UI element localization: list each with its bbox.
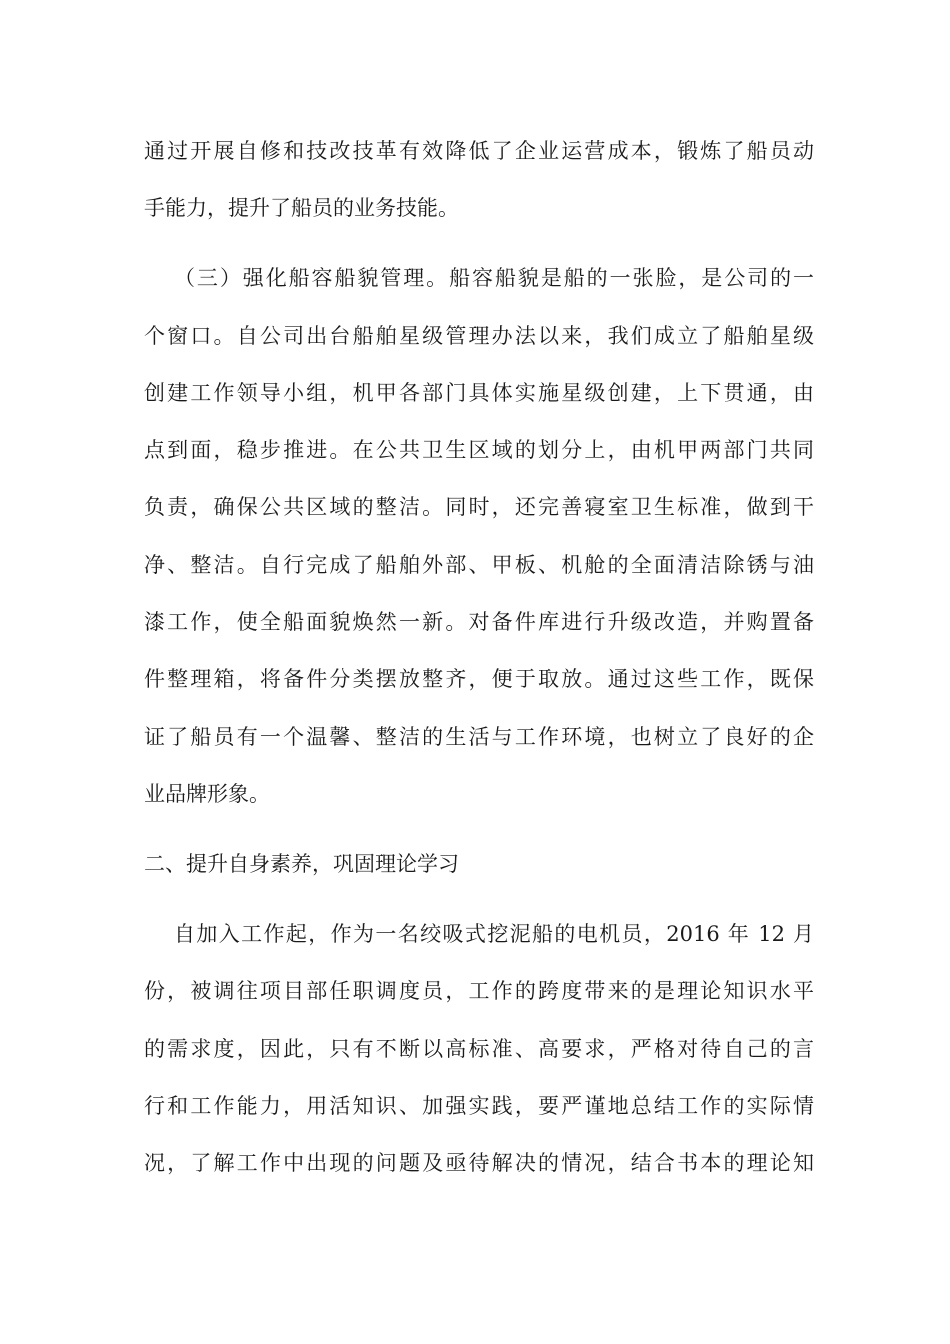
text-line: 创建工作领导小组，机甲各部门具体实施星级创建，上下贯通，由	[144, 381, 814, 405]
text-line: 通过开展自修和技改技革有效降低了企业运营成本，锻炼了船员动	[144, 139, 814, 163]
text-line: 份，被调往项目部任职调度员，工作的跨度带来的是理论知识水平	[144, 979, 814, 1003]
text-line: 点到面，稳步推进。在公共卫生区域的划分上，由机甲两部门共同	[144, 438, 814, 462]
text-line: 负责，确保公共区域的整洁。同时，还完善寝室卫生标准，做到干	[144, 495, 814, 519]
section-heading: 二、提升自身素养，巩固理论学习	[144, 852, 459, 876]
text-line: 漆工作，使全船面貌焕然一新。对备件库进行升级改造，并购置备	[144, 610, 814, 634]
text-line: 况，了解工作中出现的问题及亟待解决的情况，结合书本的理论知	[144, 1151, 814, 1175]
section-heading-paragraph-start: （三）强化船容船貌管理。船容船貌是船的一张脸，是公司的一	[174, 266, 814, 290]
text-line: 手能力，提升了船员的业务技能。	[144, 196, 459, 220]
text-line: 个窗口。自公司出台船舶星级管理办法以来，我们成立了船舶星级	[144, 324, 814, 348]
text-line: 业品牌形象。	[144, 782, 270, 806]
text-line: 的需求度，因此，只有不断以高标准、高要求，严格对待自己的言	[144, 1037, 814, 1061]
text-line: 净、整洁。自行完成了船舶外部、甲板、机舱的全面清洁除锈与油	[144, 553, 814, 577]
text-line: 证了船员有一个温馨、整洁的生活与工作环境，也树立了良好的企	[144, 725, 814, 749]
text-line: 件整理箱，将备件分类摆放整齐，便于取放。通过这些工作，既保	[144, 667, 814, 691]
paragraph-start: 自加入工作起，作为一名绞吸式挖泥船的电机员，2016 年 12 月	[174, 922, 814, 946]
text-line: 行和工作能力，用活知识、加强实践，要严谨地总结工作的实际情	[144, 1094, 814, 1118]
